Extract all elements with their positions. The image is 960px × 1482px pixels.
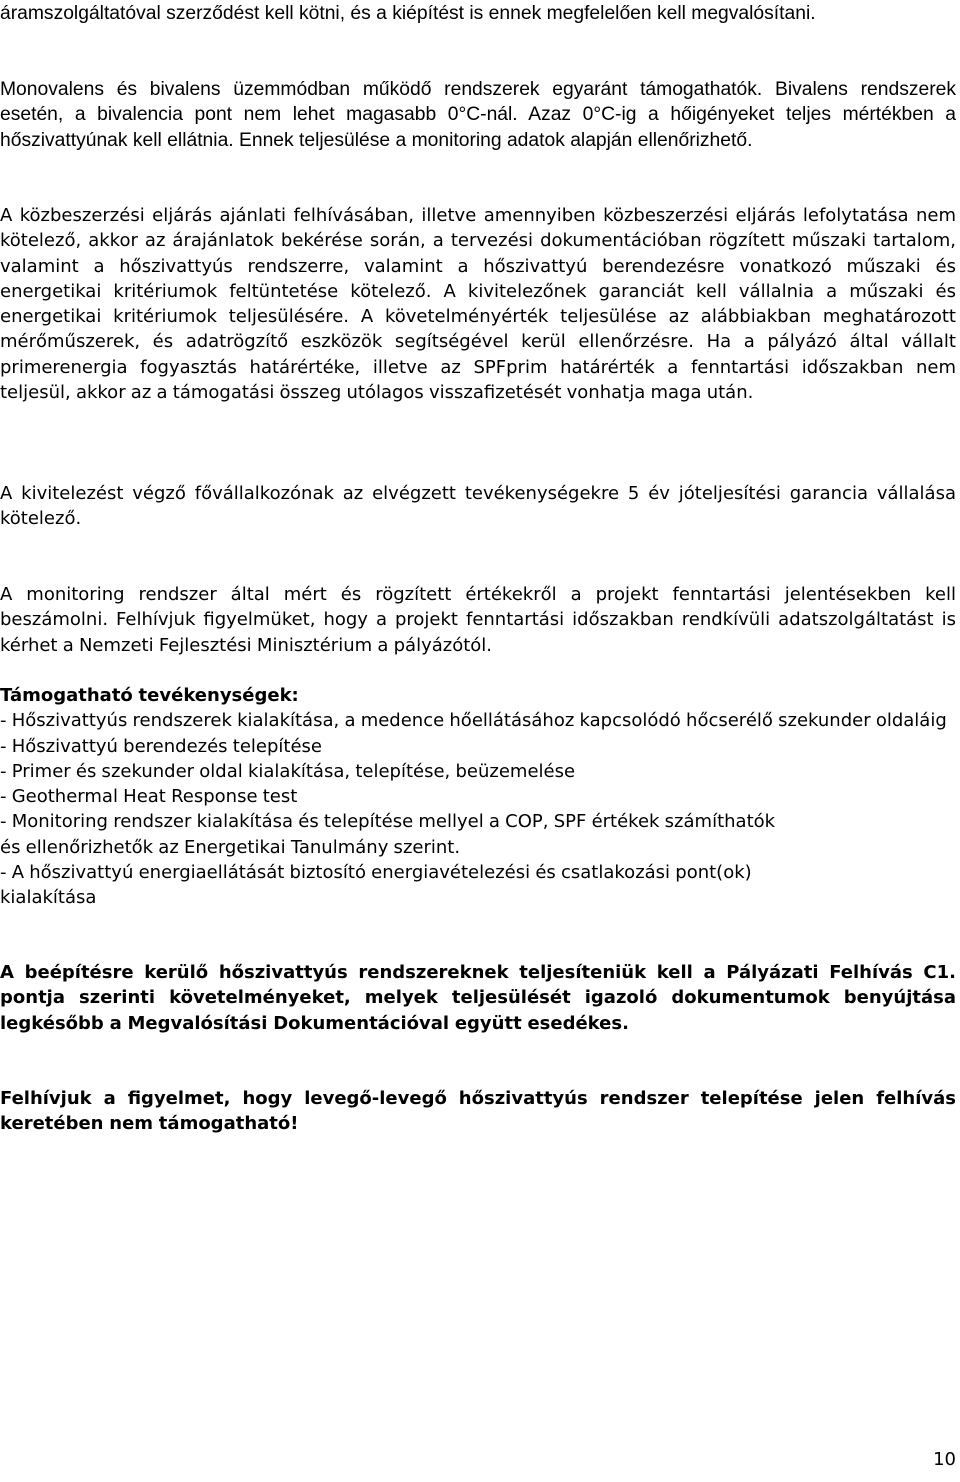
activity-item: - A hőszivattyú energiaellátását biztosító energiavételezési és csatlakozási pont(ok) kialakítása	[0, 862, 752, 909]
warranty-paragraph: A kivitelezést végző fővállalkozónak az elvégzett tevékenységekre 5 év jóteljesítési garancia vállalása kötelező.	[0, 483, 956, 530]
activity-item: - Geothermal Heat Response test	[0, 786, 298, 808]
activities-heading: Támogatható tevékenységek:	[0, 685, 299, 706]
requirement-paragraph: A beépítésre kerülő hőszivattyús rendszereknek teljesíteniük kell a Pályázati Felhívás C1. pontja szerinti követelményeket, melyek teljesülését igazoló dokumentumok benyújtása legkésőbb a Megvalósítási Dokumentációval együtt esedékes.	[0, 962, 956, 1034]
activity-item: - Monitoring rendszer kialakítása és telepítése mellyel a COP, SPF értékek számíthatók és ellenőrizhetők az Energetikai Tanulmány szerint.	[0, 811, 776, 858]
intro-paragraph: áramszolgáltatóval szerződést kell kötni, és a kiépítést is ennek megfelelően kell megvalósítani.	[0, 3, 816, 24]
activities-section	[0, 683, 956, 911]
monitoring-paragraph: A monitoring rendszer által mért és rögzített értékekről a projekt fenntartási jelentésekben kell beszámolni. Felhívjuk figyelmüket, hogy a projekt fenntartási időszakban rendkívüli adatszolgáltatást is kérhet a Nemzeti Fejlesztési Minisztérium a pályázótól.	[0, 584, 956, 656]
activity-item: - Hőszivattyú berendezés telepítése	[0, 735, 322, 757]
page-number: 10	[933, 1449, 956, 1470]
modes-paragraph: Monovalens és bivalens üzemmódban működő rendszerek egyaránt támogathatók. Bivalens rendszerek esetén, a bivalencia pont nem lehet magasabb 0°C-nál. Azaz 0°C-ig a hőigényeket teljes mértékben a hőszivattyúnak kell ellátnia. Ennek teljesülése a monitoring adatok alapján ellenőrizhető.	[0, 79, 956, 151]
activity-item: - Primer és szekunder oldal kialakítása, telepítése, beüzemelése	[0, 760, 576, 782]
procurement-paragraph: A közbeszerzési eljárás ajánlati felhívásában, illetve amennyiben közbeszerzési eljárás lefolytatása nem kötelező, akkor az árajánlatok bekérése során, a tervezési dokumentációban rögzített műszaki tartalom, valamint a hőszivattyús rendszerre, valamint a hőszivattyú berendezésre vonatkozó műszaki és energetikai kritériumok feltüntetése kötelező. A kivitelezőnek garanciát kell vállalnia a műszaki és energetikai kritériumok teljesülésére. A követelményérték teljesülése az alábbiakban meghatározott mérőműszerek, és adatrögzítő eszközök segítségével kerül ellenőrzésre. Ha a pályázó által vállalt primerenergia fogyasztás határértéke, illetve az SPFprim határérték a fenntartási időszakban nem teljesül, akkor az a támogatási összeg utólagos visszafizetését vonhatja maga után.	[0, 205, 956, 404]
warning-paragraph: Felhívjuk a figyelmet, hogy levegő-levegő hőszivattyús rendszer telepítése jelen felhívás keretében nem támogatható!	[0, 1088, 956, 1135]
activity-item: - Hőszivattyús rendszerek kialakítása, a medence hőellátásához kapcsolódó hőcserélő szekunder oldaláig	[0, 710, 947, 732]
